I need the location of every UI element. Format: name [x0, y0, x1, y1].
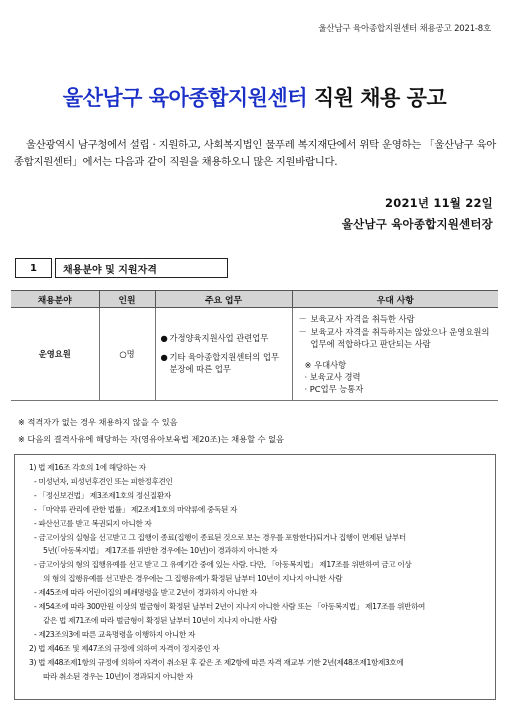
preference-sub-item: · 보육교사 경력 [304, 371, 361, 382]
preference-text: 보육교사 자격을 취득한 사람 [310, 314, 415, 325]
bullet-icon: ● [160, 351, 168, 362]
preference-item [299, 326, 493, 351]
section-number: 1 [15, 258, 52, 278]
duty-item [161, 351, 287, 376]
table-header-row [11, 291, 498, 308]
dash-icon: － [298, 326, 307, 337]
header-duties: 주요 업무 [155, 291, 292, 308]
page-title [0, 82, 509, 112]
title-org: 울산남구 육아종합지원센터 [62, 86, 308, 110]
disq-line: - 미성년자, 피성년후견인 또는 피한정후견인 [34, 476, 173, 486]
disq-line: - 「마약류 관리에 관한 법률」 제2조제1호의 마약류에 중독된 자 [34, 504, 238, 514]
preference-sub-title: ※ 우대사항 [304, 359, 347, 370]
job-field: 운영요원 [11, 308, 99, 401]
notice-date: 2021년 11월 22일 [385, 196, 493, 210]
disq-line: 의 형의 집행유예를 선고받은 경우에는 그 집행유예가 확정된 날부터 10년이 지나지 아니한 사람 [43, 574, 343, 584]
disq-line: - 「정신보건법」 제3조제1호의 정신질환자 [34, 490, 171, 500]
header-field: 채용분야 [11, 291, 99, 308]
job-count: ○명 [99, 308, 155, 401]
notice-signer: 울산남구 육아종합지원센터장 [341, 217, 493, 231]
header-preferences: 우대 사항 [292, 291, 498, 308]
disq-line: 따라 취소된 경우는 10년)이 경과되지 아니한 자 [43, 671, 193, 681]
disq-line: 같은 법 제71조에 따라 벌금형이 확정된 날부터 10년이 지나지 아니한 사람 [43, 615, 278, 625]
disqualification-box [14, 454, 496, 700]
job-duties [155, 308, 292, 401]
preference-sub-item: · PC업무 능통자 [304, 383, 364, 394]
disq-line: - 금고이상의 실형을 선고받고 그 집행이 종료(집행이 종료된 것으로 보는 경우를 포함한다)되거나 집행이 면제된 날부터 [34, 532, 406, 542]
duty-text: 가정양육지원사업 관련업무 [169, 333, 269, 344]
notice-code: 울산남구 육아종합지원센터 채용공고 2021-8호 [318, 24, 491, 34]
bullet-icon: ● [160, 333, 168, 344]
disq-line: 1) 법 제16조 각호의 1에 해당하는 자 [29, 463, 146, 472]
preference-text: 보육교사 자격을 취득하지는 않았으나 운영요원의 업무에 적합하다고 판단되는 사람 [310, 326, 490, 350]
disq-line: - 파산선고를 받고 복권되지 아니한 자 [34, 518, 152, 528]
preference-item [299, 313, 493, 326]
disq-line: 2) 법 제46조 및 제47조의 규정에 의하여 자격이 정지중인 자 [29, 643, 220, 653]
disq-line: 3) 법 제48조제1항의 규정에 의하여 자격이 취소된 후 같은 조 제2항에 따른 자격 재교부 기한 2년(제48조제1항제3호에 [29, 657, 404, 667]
notes [18, 414, 284, 448]
intro-paragraph: 울산광역시 남구청에서 설립 · 지원하고, 사회복지법인 물푸레 복지재단에서 위탁 운영하는 「울산남구 육아종합지원센터」에서는 다음과 같이 직원을 채용하오니 많은 지원바랍니다. [14, 139, 496, 168]
note-line: ※ 다음의 결격사유에 해당하는 자(영유아보육법 제20조)는 채용할 수 없음 [18, 434, 284, 444]
note-line: ※ 적격자가 없는 경우 채용하지 않을 수 있음 [18, 417, 178, 427]
job-table [11, 290, 498, 401]
section-title: 채용분야 및 지원자격 [55, 258, 228, 278]
table-row [11, 308, 498, 401]
duty-text: 기타 육아종합지원센터의 업무분장에 따른 업무 [169, 351, 279, 375]
disq-line: 5년(「아동복지법」 제17조를 위반한 경우에는 10년)이 경과하지 아니한 자 [43, 546, 278, 556]
disq-line: - 제54조에 따라 300만원 이상의 벌금형이 확정된 날부터 2년이 지나지 아니한 사람 또는 「아동복지법」 제17조를 위반하여 [34, 602, 426, 612]
header-count: 인원 [99, 291, 155, 308]
disq-line: - 금고이상의 형의 집행유예를 선고 받고 그 유예기간 중에 있는 사람. 다만, 「아동복지법」 제17조를 위반하여 금고 이상 [34, 560, 412, 570]
job-preferences [292, 308, 498, 401]
disq-line: - 제23조의3에 따른 교육명령을 이행하지 아니한 자 [34, 629, 195, 639]
title-rest: 직원 채용 공고 [313, 86, 447, 110]
disq-line: - 제45조에 따라 어린이집의 폐쇄명령을 받고 2년이 경과하지 아니한 자 [34, 588, 258, 598]
duty-item [161, 332, 287, 345]
dash-icon: － [298, 314, 307, 325]
